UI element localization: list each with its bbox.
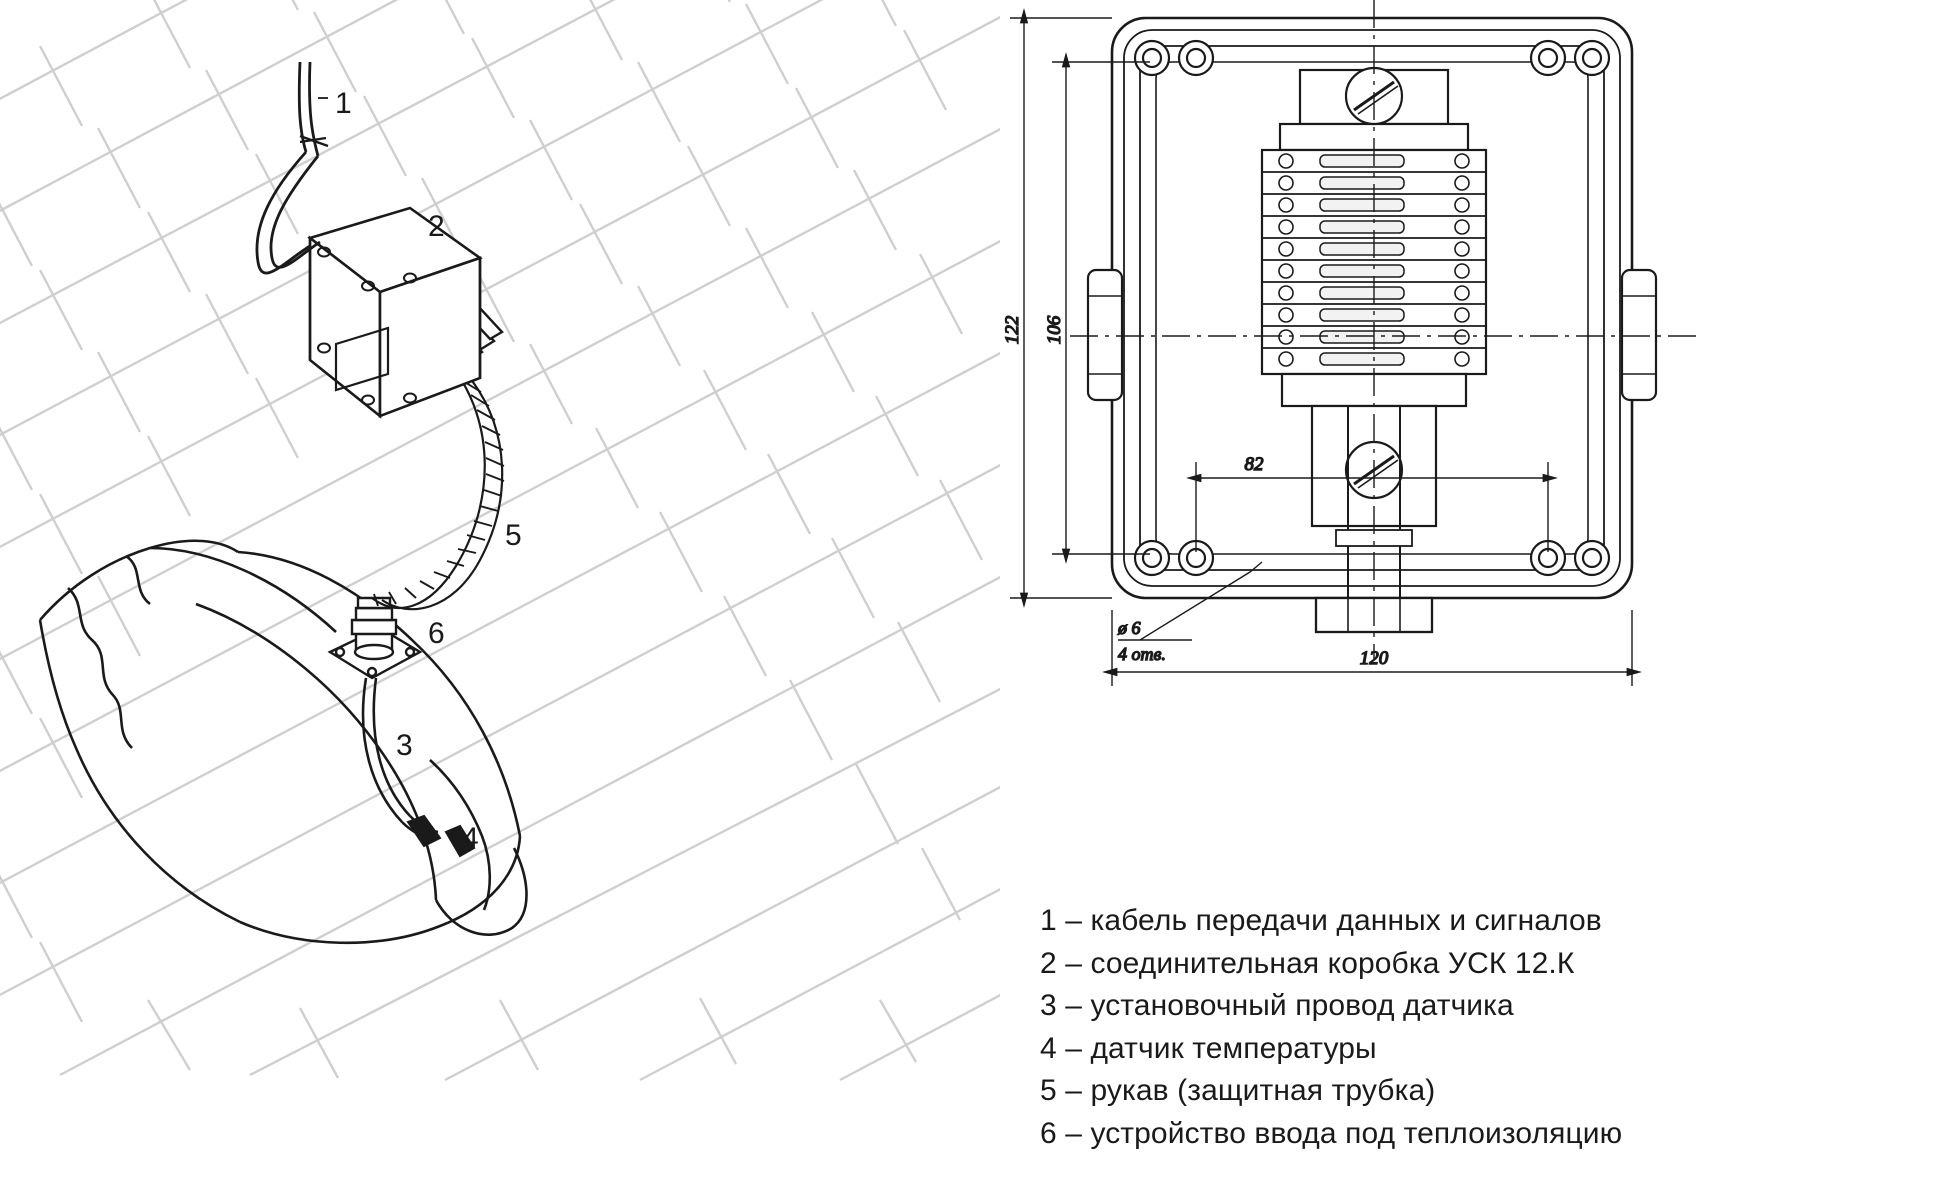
brick-wall-hatch xyxy=(0,0,1000,1080)
callout-3: 3 xyxy=(396,729,413,762)
dimension-122-label: 122 xyxy=(1002,315,1023,345)
legend-item-6: 6 – устройство ввода под теплоизоляцию xyxy=(1040,1116,1623,1150)
legend-item-1: 1 – кабель передачи данных и сигналов xyxy=(1040,904,1602,937)
hole-diameter-line2: 4 отв. xyxy=(1118,644,1166,664)
dimension-120-label: 120 xyxy=(1359,648,1389,669)
legend xyxy=(1040,900,1940,1156)
dimension-drawing xyxy=(1000,0,1945,880)
legend-item-3: 3 – установочный провод датчика xyxy=(1040,989,1514,1023)
callout-1: 1 xyxy=(335,87,352,120)
hole-diameter-line1: ø 6 xyxy=(1118,618,1141,638)
callout-6: 6 xyxy=(428,617,445,650)
legend-item-4: 4 – датчик температуры xyxy=(1040,1031,1377,1065)
callout-5: 5 xyxy=(505,519,522,552)
legend-item-5: 5 – рукав (защитная трубка) xyxy=(1040,1074,1436,1108)
junction-box xyxy=(310,208,480,416)
callout-numbers xyxy=(335,87,522,855)
callout-2: 2 xyxy=(428,210,445,243)
dimension-82-label: 82 xyxy=(1244,454,1264,475)
dimension-106-label: 106 xyxy=(1044,315,1065,345)
legend-item-2: 2 – соединительная коробка УСК 12.К xyxy=(1040,946,1575,980)
insulated-pipe xyxy=(40,541,527,943)
callout-4: 4 xyxy=(462,822,479,855)
